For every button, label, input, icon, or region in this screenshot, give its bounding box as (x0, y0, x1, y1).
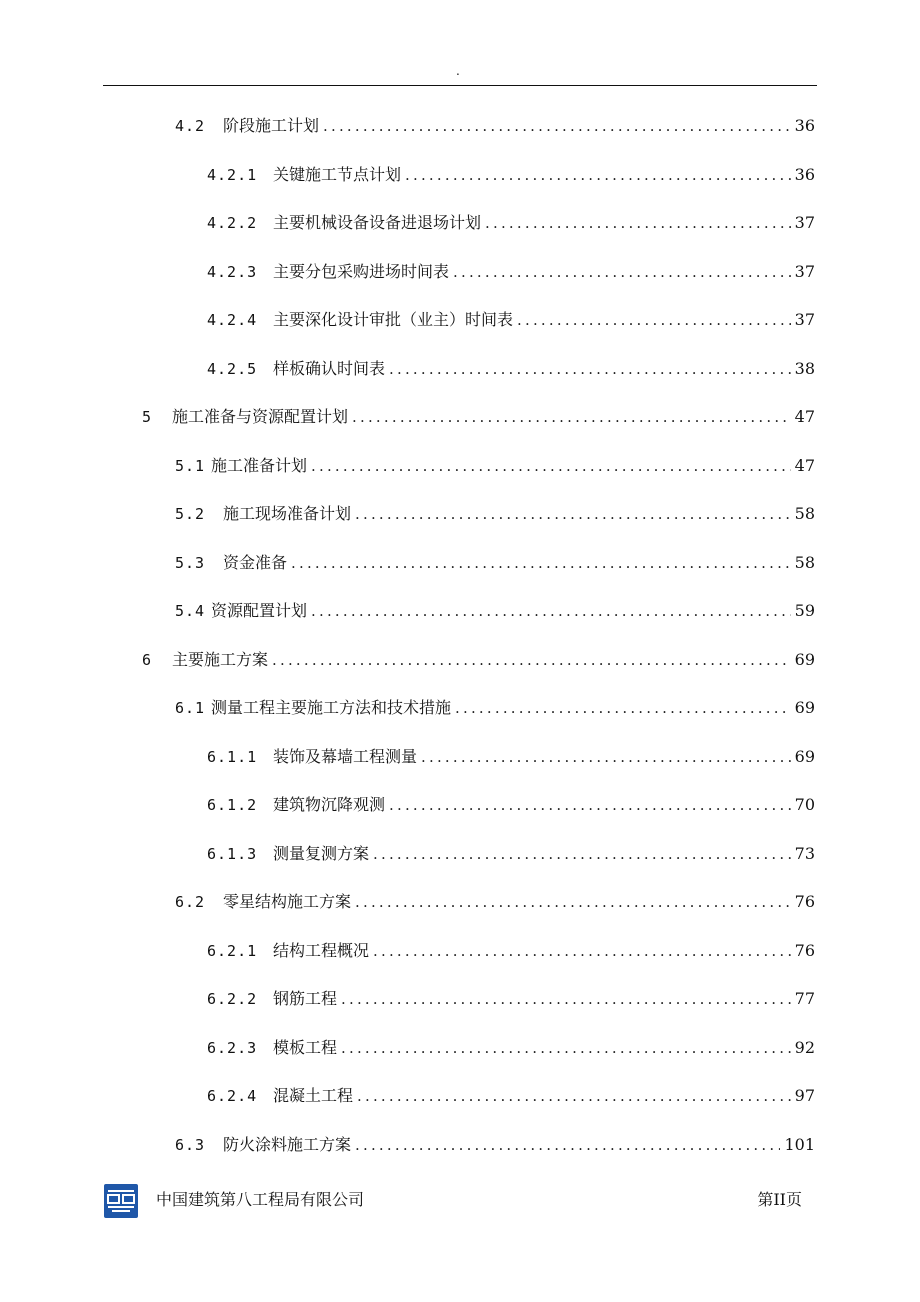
toc-entry-page: 59 (794, 601, 815, 620)
toc-entry-number: 6.1.2 (207, 796, 258, 814)
toc-entry-number: 6.2 (175, 893, 206, 911)
toc-entry-number: 5 (142, 408, 153, 426)
company-name: 中国建筑第八工程局有限公司 (156, 1190, 365, 1209)
toc-entry[interactable] (142, 646, 815, 674)
toc-entry[interactable] (207, 937, 815, 965)
toc-entry-title: 主要机械设备设备进退场计划 (273, 213, 482, 232)
toc-entry[interactable] (175, 549, 815, 577)
toc-entry-page: 76 (794, 892, 815, 911)
toc-entry-title: 测量复测方案 (273, 843, 370, 863)
toc-entry-title: 阶段施工计划 (223, 116, 320, 135)
toc-entry-number: 6.2.1 (207, 941, 258, 960)
page-footer (0, 1180, 920, 1220)
toc-entry-title: 结构工程概况 (273, 940, 370, 960)
toc-entry-title: 施工现场准备计划 (223, 504, 352, 523)
toc-entry-title: 装饰及幕墙工程测量 (273, 746, 418, 766)
toc-entry-title: 主要深化设计审批（业主）时间表 (273, 310, 514, 329)
header-mark: . (456, 64, 460, 78)
toc-leader-dots (355, 1131, 780, 1159)
toc-entry-number: 6.3 (175, 1135, 206, 1154)
toc-entry[interactable] (207, 840, 815, 868)
toc-leader-dots (453, 258, 791, 286)
toc-entry-page: 69 (794, 649, 815, 669)
toc-entry-title: 资源配置计划 (211, 601, 308, 620)
toc-entry[interactable] (207, 791, 815, 819)
toc-leader-dots (485, 209, 791, 237)
header-rule (103, 85, 817, 86)
toc-entry-title: 施工准备计划 (211, 455, 308, 475)
toc-leader-dots (389, 355, 791, 383)
toc-entry[interactable] (207, 1034, 815, 1062)
toc-entry[interactable] (207, 743, 815, 771)
toc-leader-dots (352, 403, 791, 431)
toc-entry-number: 5.4 (175, 602, 206, 620)
toc-entry-number: 6 (142, 650, 153, 669)
company-logo-icon (104, 1184, 138, 1218)
toc-leader-dots (421, 743, 791, 771)
toc-entry-page: 58 (794, 504, 815, 523)
toc-entry[interactable] (175, 112, 815, 140)
toc-entry-page: 36 (794, 164, 815, 184)
toc-entry-page: 47 (794, 455, 815, 475)
toc-leader-dots (355, 500, 791, 528)
toc-entry-page: 37 (794, 213, 815, 232)
toc-leader-dots (311, 597, 791, 625)
toc-entry-title: 资金准备 (223, 552, 288, 572)
toc-entry-number: 4.2.4 (207, 311, 258, 329)
toc-entry-title: 零星结构施工方案 (223, 892, 352, 911)
toc-entry[interactable] (207, 306, 815, 334)
toc-entry-page: 37 (794, 310, 815, 329)
toc-leader-dots (323, 112, 791, 140)
toc-entry[interactable] (207, 161, 815, 189)
toc-entry-page: 70 (794, 795, 815, 814)
toc-entry-page: 38 (794, 358, 815, 378)
toc-entry[interactable] (175, 694, 815, 722)
page-number: 第II页 (757, 1190, 802, 1209)
toc-entry-number: 6.1.1 (207, 747, 258, 766)
toc-leader-dots (405, 161, 791, 189)
toc-entry-title: 建筑物沉降观测 (273, 795, 386, 814)
toc-leader-dots (341, 1034, 791, 1062)
toc-entry-number: 6.2.2 (207, 990, 258, 1008)
toc-entry-page: 76 (794, 940, 815, 960)
toc-entry[interactable] (207, 1082, 815, 1110)
toc-leader-dots (311, 452, 791, 480)
toc-entry-page: 69 (794, 698, 815, 717)
toc-entry[interactable] (175, 597, 815, 625)
toc-entry-title: 模板工程 (273, 1037, 338, 1057)
toc-entry-page: 92 (794, 1037, 815, 1057)
toc-entry[interactable] (175, 1131, 815, 1159)
toc-leader-dots (341, 985, 791, 1013)
toc-entry-page: 77 (794, 989, 815, 1008)
toc-entry-title: 防火涂料施工方案 (223, 1134, 352, 1154)
toc-leader-dots (517, 306, 791, 334)
toc-entry-number: 6.1 (175, 699, 206, 717)
toc-entry-number: 4.2 (175, 117, 206, 135)
toc-entry-title: 施工准备与资源配置计划 (172, 407, 349, 426)
toc-entry[interactable] (175, 888, 815, 916)
toc-leader-dots (373, 840, 791, 868)
toc-entry-page: 36 (794, 116, 815, 135)
toc-leader-dots (455, 694, 791, 722)
toc-entry-number: 6.2.3 (207, 1038, 258, 1057)
toc-entry-page: 69 (794, 746, 815, 766)
toc-entry-title: 混凝土工程 (273, 1086, 354, 1105)
toc-entry-number: 4.2.1 (207, 165, 258, 184)
toc-entry-title: 测量工程主要施工方法和技术措施 (211, 698, 452, 717)
toc-leader-dots (291, 549, 791, 577)
toc-entry-page: 73 (794, 843, 815, 863)
toc-entry-number: 6.2.4 (207, 1087, 258, 1105)
toc-leader-dots (357, 1082, 791, 1110)
toc-entry-number: 6.1.3 (207, 844, 258, 863)
toc-entry-number: 4.2.3 (207, 262, 258, 281)
toc-leader-dots (389, 791, 791, 819)
toc-entry-number: 5.3 (175, 553, 206, 572)
toc-entry-title: 主要分包采购进场时间表 (273, 261, 450, 281)
toc-entry-title: 钢筋工程 (273, 989, 338, 1008)
toc-entry-number: 5.2 (175, 505, 206, 523)
toc-entry-page: 101 (784, 1134, 815, 1154)
toc-entry[interactable] (207, 985, 815, 1013)
toc-entry-title: 样板确认时间表 (273, 358, 386, 378)
toc-entry-page: 97 (794, 1086, 815, 1105)
toc-entry[interactable] (142, 403, 815, 431)
toc-entry[interactable] (175, 452, 815, 480)
toc-entry-number: 4.2.2 (207, 214, 258, 232)
toc-entry-title: 主要施工方案 (172, 649, 269, 669)
toc-entry[interactable] (175, 500, 815, 528)
toc-leader-dots (373, 937, 791, 965)
toc-entry-page: 58 (794, 552, 815, 572)
toc-leader-dots (355, 888, 791, 916)
toc-entry[interactable] (207, 355, 815, 383)
toc-entry[interactable] (207, 258, 815, 286)
toc-entry-number: 4.2.5 (207, 359, 258, 378)
toc-leader-dots (272, 646, 791, 674)
toc-entry-title: 关键施工节点计划 (273, 164, 402, 184)
toc-entry-page: 37 (794, 261, 815, 281)
toc-entry-number: 5.1 (175, 456, 206, 475)
toc-entry-page: 47 (794, 407, 815, 426)
toc-entry[interactable] (207, 209, 815, 237)
